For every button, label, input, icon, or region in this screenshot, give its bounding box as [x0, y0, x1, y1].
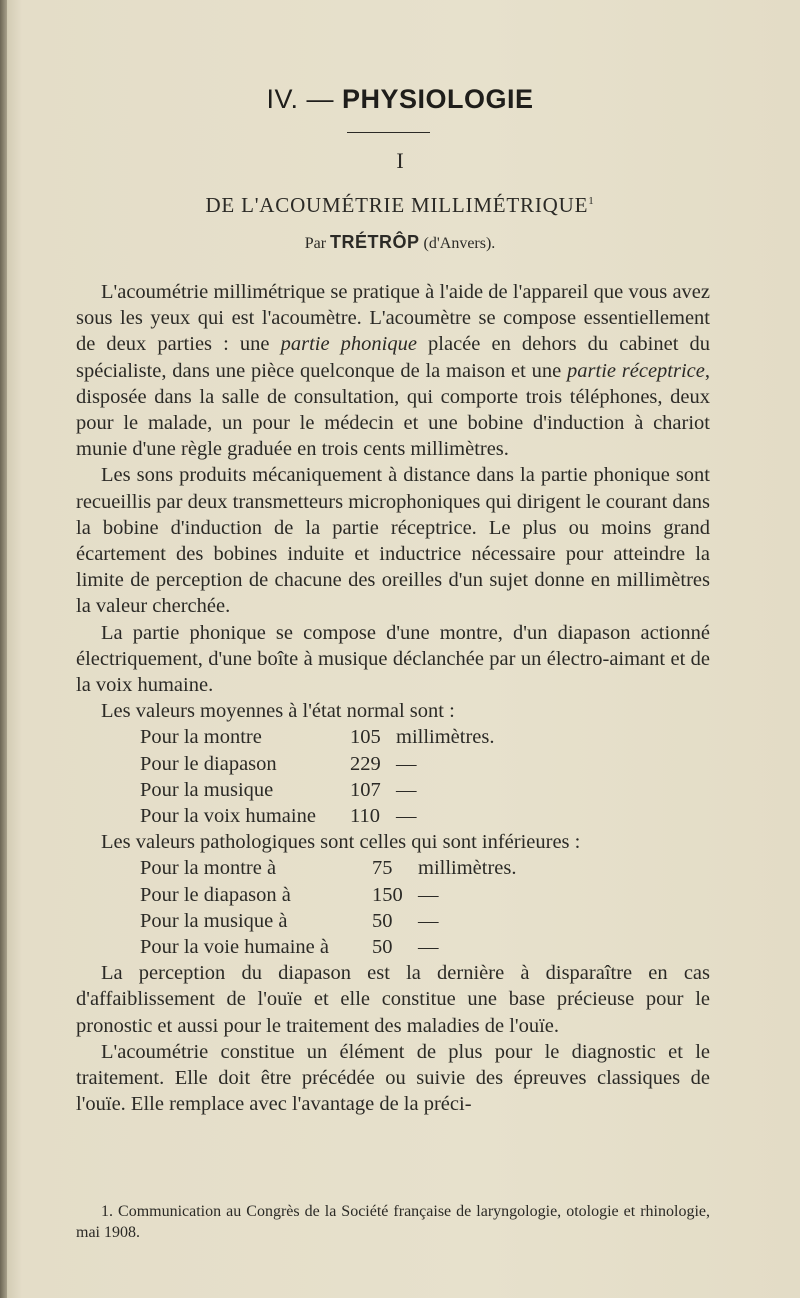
- author-name: TRÉTRÔP: [330, 232, 420, 252]
- table-row: [140, 934, 710, 960]
- table-row: [140, 724, 710, 750]
- author-suffix: (d'Anvers).: [423, 235, 496, 252]
- row-unit: —: [418, 883, 439, 906]
- footnote: 1. Communication au Congrès de la Société française de laryngologie, otologie et rhinologie, mai 1908.: [76, 1203, 710, 1241]
- table-row: [140, 803, 710, 829]
- table-row: [140, 908, 710, 934]
- chapter-heading: [0, 84, 800, 115]
- row-value: 150: [372, 883, 403, 906]
- author-prefix: Par: [304, 235, 327, 252]
- row-unit: —: [418, 935, 439, 958]
- paragraph-5: L'acoumétrie constitue un élément de plus pour le diagnostic et le traitement. Elle doit être précédée ou suivie des épreuves classiques de l'ouïe. Elle remplace avec l'avantage de la préci-: [76, 1040, 710, 1116]
- table-row: [140, 882, 710, 908]
- row-label: Pour la voix humaine: [140, 805, 316, 828]
- row-label: Pour la musique: [140, 778, 274, 801]
- paragraph-1-emphasis-2: partie réceptrice: [567, 359, 705, 382]
- row-value: 50: [372, 909, 393, 932]
- chapter-number: IV. —: [266, 84, 334, 114]
- pathological-values-intro: Les valeurs pathologiques sont celles qui sont inférieures :: [101, 831, 581, 854]
- paragraph-1-text-b: placée en dehors du cabinet du spécialiste, dans une pièce quelconque de la maison et une: [76, 333, 711, 382]
- row-label: Pour la voie humaine à: [140, 935, 330, 958]
- row-value: 75: [372, 857, 393, 880]
- row-value: 50: [372, 935, 393, 958]
- table-row: [140, 855, 710, 881]
- row-unit: millimètres.: [396, 726, 495, 749]
- paragraph-2: Les sons produits mécaniquement à distance dans la partie phonique sont recueillis par deux transmetteurs microphoniques qui dirigent le courant dans la bobine d'induction de la partie réceptrice. Le plus ou moins grand écartement des bobines induite et inductrice nécessaire pour atteindre la limite de perception de chacune des oreilles d'un sujet donne en millimètres la valeur cherchée.: [76, 464, 710, 618]
- row-label: Pour le diapason: [140, 752, 277, 775]
- row-value: 110: [350, 805, 380, 828]
- row-unit: —: [396, 805, 417, 828]
- row-unit: —: [418, 909, 439, 932]
- article-title: [0, 193, 800, 218]
- paragraph-1-text-a: L'acoumétrie millimétrique se pratique à l'aide de l'appareil que vous avez sous les yeux qui est l'acoumètre. L'acoumètre se compose essentiellement de deux parties : une: [76, 281, 710, 356]
- paragraph-3: La partie phonique se compose d'une montre, d'un diapason actionné électriquement, d'une boîte à musique déclanchée par un électro-aimant et de la voix humaine.: [76, 621, 710, 697]
- row-label: Pour la montre: [140, 726, 262, 749]
- heading-rule: [347, 132, 430, 133]
- table-row: [140, 777, 710, 803]
- footnote-marker: 1: [588, 195, 595, 207]
- paragraph-4: La perception du diapason est la dernière à disparaître en cas d'affaiblissement de l'ouïe et elle constitue une base précieuse pour le pronostic et aussi pour le traitement des maladies de l'ouïe.: [76, 962, 710, 1037]
- row-unit: millimètres.: [418, 857, 517, 880]
- row-label: Pour la montre à: [140, 857, 277, 880]
- row-value: 229: [350, 752, 381, 775]
- normal-values-table: [76, 724, 710, 829]
- paragraph-1: [76, 279, 710, 462]
- normal-values-intro: Les valeurs moyennes à l'état normal sont :: [101, 700, 455, 723]
- row-label: Pour la musique à: [140, 909, 288, 932]
- row-unit: —: [396, 752, 417, 775]
- table-row: [140, 751, 710, 777]
- paragraph-1-emphasis-1: partie phonique: [280, 333, 417, 356]
- row-unit: —: [396, 778, 417, 801]
- author-line: [0, 232, 800, 253]
- chapter-title: PHYSIOLOGIE: [342, 84, 534, 114]
- pathological-values-table: [76, 855, 710, 960]
- row-value: 105: [350, 726, 381, 749]
- row-value: 107: [350, 778, 381, 801]
- article-title-text: DE L'ACOUMÉTRIE MILLIMÉTRIQUE: [205, 193, 589, 217]
- article-body: [76, 279, 710, 1117]
- row-label: Pour le diapason à: [140, 883, 291, 906]
- section-number: I: [396, 148, 404, 173]
- paragraph-1-text-c: , disposée dans la salle de consultation, qui comporte trois téléphones, deux pour le malade, un pour le médecin et une bobine d'induction à chariot munie d'une règle graduée en trois cents millimètres.: [76, 359, 710, 461]
